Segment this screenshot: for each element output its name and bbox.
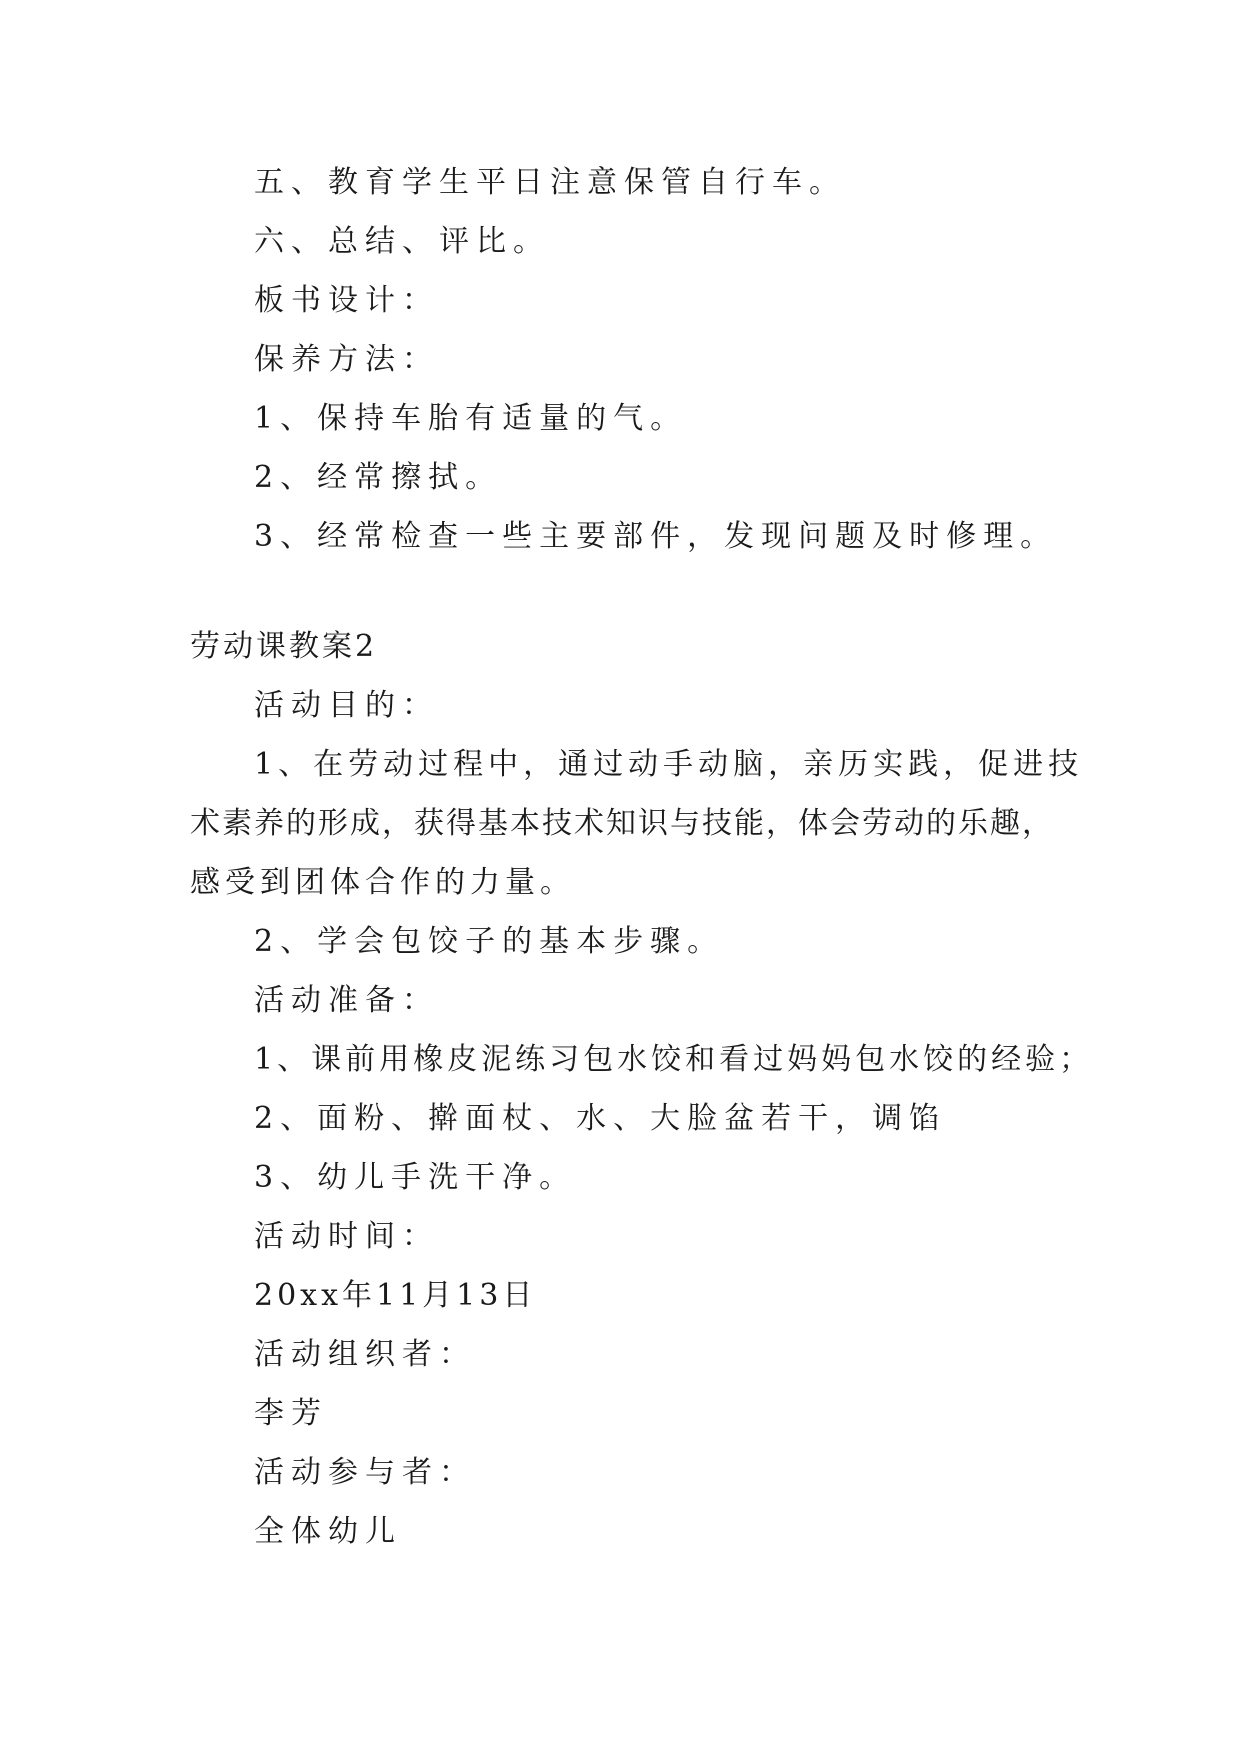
organizer-value: 李芳 [254,1396,328,1431]
participants-label: 活动参与者： [254,1455,476,1490]
paragraph-line: 板书设计： [254,283,439,318]
time-label: 活动时间： [254,1219,439,1254]
purpose-label: 活动目的： [254,688,439,723]
paragraph-line: 六、总结、评比。 [254,224,550,259]
list-item: 2、面粉、擀面杖、水、大脸盆若干，调馅 [254,1101,947,1136]
prep-label: 活动准备： [254,983,439,1018]
list-item: 2、学会包饺子的基本步骤。 [254,924,725,959]
list-item: 3、经常检查一些主要部件，发现问题及时修理。 [254,519,1058,554]
paragraph-line: 保养方法： [254,342,439,377]
section-title: 劳动课教案2 [190,629,378,664]
list-item: 3、幼儿手洗干净。 [254,1160,577,1195]
participants-value: 全体幼儿 [254,1514,402,1549]
organizer-label: 活动组织者： [254,1337,476,1372]
paragraph-line: 术素养的形成，获得基本技术知识与技能，体会劳动的乐趣， [190,806,1054,841]
paragraph-line: 五、教育学生平日注意保管自行车。 [254,165,846,200]
paragraph-line: 1、在劳动过程中，通过动手动脑，亲历实践，促进技 [254,747,1084,782]
list-item: 1、保持车胎有适量的气。 [254,401,688,436]
list-item: 1、课前用橡皮泥练习包水饺和看过妈妈包水饺的经验； [254,1042,1094,1077]
time-value: 20xx年11月13日 [254,1278,537,1313]
list-item: 2、经常擦拭。 [254,460,503,495]
paragraph-line: 感受到团体合作的力量。 [190,865,575,900]
